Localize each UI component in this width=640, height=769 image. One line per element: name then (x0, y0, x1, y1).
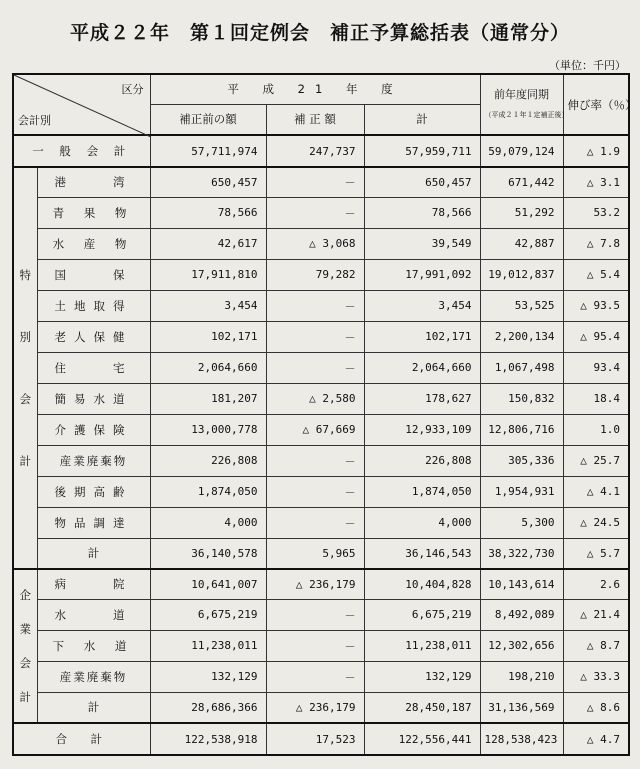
row-label: 住 宅 (37, 352, 150, 383)
cell-total: 650,457 (364, 167, 480, 197)
cell-rate: △ 21.4 (563, 599, 629, 630)
cell-total: 1,874,050 (364, 476, 480, 507)
cell-rate: △ 1.9 (563, 135, 629, 167)
cell-rate: △ 4.7 (563, 723, 629, 755)
row-label: 物品調達 (37, 507, 150, 538)
cell-amount: － (266, 661, 364, 692)
cell-prev: 51,292 (480, 197, 563, 228)
group-char: 計 (19, 454, 31, 468)
cell-rate: △ 8.6 (563, 692, 629, 723)
cell-amount: △ 236,179 (266, 569, 364, 599)
row-label: 老人保健 (37, 321, 150, 352)
cell-prev: 59,079,124 (480, 135, 563, 167)
cell-amount: － (266, 197, 364, 228)
row-label: 港 湾 (37, 167, 150, 197)
enterprise-group-label (13, 569, 37, 723)
page-title: 平成２２年 第１回定例会 補正予算総括表（通常分） (69, 22, 570, 44)
table-row (13, 321, 629, 352)
cell-before: 4,000 (150, 507, 266, 538)
header-prev-note: （平成２１年１定補正後） (484, 110, 569, 119)
cell-amount: － (266, 507, 364, 538)
table-row (13, 445, 629, 476)
cell-total: 12,933,109 (364, 414, 480, 445)
cell-amount: － (266, 630, 364, 661)
table-row (13, 352, 629, 383)
cell-rate: △ 25.7 (563, 445, 629, 476)
row-label: 青 果 物 (37, 197, 150, 228)
cell-amount: － (266, 599, 364, 630)
header-kubun: 区分 (121, 83, 144, 96)
grand-total-label: 合 計 (13, 723, 150, 755)
cell-prev: 150,832 (480, 383, 563, 414)
table-row (13, 507, 629, 538)
cell-amount: － (266, 352, 364, 383)
cell-amount: △ 2,580 (266, 383, 364, 414)
cell-rate: △ 5.7 (563, 538, 629, 569)
cell-before: 2,064,660 (150, 352, 266, 383)
cell-before: 13,000,778 (150, 414, 266, 445)
cell-total: 17,991,092 (364, 259, 480, 290)
row-label: 水 道 (37, 599, 150, 630)
cell-before: 102,171 (150, 321, 266, 352)
cell-rate: 2.6 (563, 569, 629, 599)
cell-rate: △ 33.3 (563, 661, 629, 692)
cell-total: 2,064,660 (364, 352, 480, 383)
grand-total-row (13, 723, 629, 755)
cell-rate: △ 3.1 (563, 167, 629, 197)
cell-total: 57,959,711 (364, 135, 480, 167)
row-label: 介護保険 (37, 414, 150, 445)
cell-rate: △ 93.5 (563, 290, 629, 321)
cell-prev: 31,136,569 (480, 692, 563, 723)
cell-amount: － (266, 476, 364, 507)
cell-prev: 12,806,716 (480, 414, 563, 445)
row-label: 計 (37, 538, 150, 569)
cell-total: 226,808 (364, 445, 480, 476)
cell-amount: － (266, 290, 364, 321)
cell-total: 132,129 (364, 661, 480, 692)
row-label: 計 (37, 692, 150, 723)
header-kaikei: 会計別 (18, 114, 51, 127)
cell-total: 36,146,543 (364, 538, 480, 569)
cell-total: 28,450,187 (364, 692, 480, 723)
cell-total: 11,238,011 (364, 630, 480, 661)
cell-before: 42,617 (150, 228, 266, 259)
cell-before: 36,140,578 (150, 538, 266, 569)
header-total: 計 (364, 104, 480, 135)
cell-rate: △ 4.1 (563, 476, 629, 507)
cell-before: 6,675,219 (150, 599, 266, 630)
table-row (13, 228, 629, 259)
table-row (13, 569, 629, 599)
cell-total: 3,454 (364, 290, 480, 321)
cell-before: 10,641,007 (150, 569, 266, 599)
cell-total: 78,566 (364, 197, 480, 228)
group-char: 業 (19, 622, 31, 636)
cell-amount: － (266, 321, 364, 352)
special-group-label (13, 167, 37, 569)
cell-prev: 671,442 (480, 167, 563, 197)
cell-rate: △ 8.7 (563, 630, 629, 661)
cell-rate: 1.0 (563, 414, 629, 445)
cell-prev: 198,210 (480, 661, 563, 692)
cell-before: 17,911,810 (150, 259, 266, 290)
cell-rate: △ 24.5 (563, 507, 629, 538)
header-prev-cell (480, 74, 569, 135)
header-row-1 (13, 74, 629, 104)
group-char: 特 (19, 268, 31, 282)
cell-rate: △ 5.4 (563, 259, 629, 290)
header-before: 補正前の額 (150, 104, 266, 135)
header-rate: 伸び率（％） (563, 74, 629, 135)
cell-before: 78,566 (150, 197, 266, 228)
row-label: 病 院 (37, 569, 150, 599)
cell-prev: 305,336 (480, 445, 563, 476)
table-row (13, 167, 629, 197)
budget-summary-table (12, 73, 637, 756)
table-row (13, 414, 629, 445)
table-row (13, 630, 629, 661)
unit-note: （単位：千円） (549, 59, 626, 72)
cell-before: 122,538,918 (150, 723, 266, 755)
cell-prev: 10,143,614 (480, 569, 563, 599)
group-char: 会 (19, 392, 31, 406)
cell-prev: 19,012,837 (480, 259, 563, 290)
cell-prev: 2,200,134 (480, 321, 563, 352)
cell-prev: 53,525 (480, 290, 563, 321)
cell-before: 132,129 (150, 661, 266, 692)
cell-rate: 93.4 (563, 352, 629, 383)
group-char: 会 (19, 656, 31, 670)
general-label: 一 般 会 計 (13, 135, 150, 167)
cell-prev: 5,300 (480, 507, 563, 538)
table-row (13, 599, 629, 630)
cell-prev: 8,492,089 (480, 599, 563, 630)
group-char: 別 (19, 330, 31, 344)
cell-before: 57,711,974 (150, 135, 266, 167)
cell-rate: 53.2 (563, 197, 629, 228)
cell-rate: △ 7.8 (563, 228, 629, 259)
enterprise-subtotal-row (13, 692, 629, 723)
cell-before: 28,686,366 (150, 692, 266, 723)
cell-amount: － (266, 445, 364, 476)
cell-prev: 12,302,656 (480, 630, 563, 661)
cell-prev: 128,538,423 (480, 723, 563, 755)
header-prev: 前年度同期 (494, 87, 549, 101)
table-row (13, 290, 629, 321)
table-row (13, 661, 629, 692)
cell-total: 102,171 (364, 321, 480, 352)
row-label: 産業廃棄物 (37, 445, 150, 476)
row-label: 後期高齢 (37, 476, 150, 507)
cell-prev: 1,954,931 (480, 476, 563, 507)
cell-prev: 42,887 (480, 228, 563, 259)
cell-before: 650,457 (150, 167, 266, 197)
group-char: 計 (19, 690, 31, 704)
row-label: 水 産 物 (37, 228, 150, 259)
cell-amount: 79,282 (266, 259, 364, 290)
cell-total: 178,627 (364, 383, 480, 414)
row-label: 産業廃棄物 (37, 661, 150, 692)
cell-before: 1,874,050 (150, 476, 266, 507)
cell-before: 181,207 (150, 383, 266, 414)
cell-rate: △ 95.4 (563, 321, 629, 352)
table-row (13, 383, 629, 414)
cell-amount: △ 3,068 (266, 228, 364, 259)
cell-total: 122,556,441 (364, 723, 480, 755)
header-year: 平 成 21 年 度 (150, 74, 480, 104)
cell-amount: △ 67,669 (266, 414, 364, 445)
row-label: 下 水 道 (37, 630, 150, 661)
cell-before: 3,454 (150, 290, 266, 321)
cell-amount: 17,523 (266, 723, 364, 755)
cell-amount: △ 236,179 (266, 692, 364, 723)
cell-amount: － (266, 167, 364, 197)
cell-total: 39,549 (364, 228, 480, 259)
cell-total: 6,675,219 (364, 599, 480, 630)
row-label: 土地取得 (37, 290, 150, 321)
group-char: 企 (19, 588, 31, 602)
special-subtotal-row (13, 538, 629, 569)
cell-before: 11,238,011 (150, 630, 266, 661)
cell-total: 4,000 (364, 507, 480, 538)
cell-total: 10,404,828 (364, 569, 480, 599)
cell-prev: 1,067,498 (480, 352, 563, 383)
cell-prev: 38,322,730 (480, 538, 563, 569)
table-row (13, 197, 629, 228)
header-amount: 補 正 額 (266, 104, 364, 135)
table-row (13, 476, 629, 507)
row-label: 簡易水道 (37, 383, 150, 414)
general-row (13, 135, 629, 167)
cell-before: 226,808 (150, 445, 266, 476)
table-row (13, 259, 629, 290)
header-corner (13, 74, 150, 135)
cell-amount: 247,737 (266, 135, 364, 167)
cell-amount: 5,965 (266, 538, 364, 569)
row-label: 国 保 (37, 259, 150, 290)
cell-rate: 18.4 (563, 383, 629, 414)
